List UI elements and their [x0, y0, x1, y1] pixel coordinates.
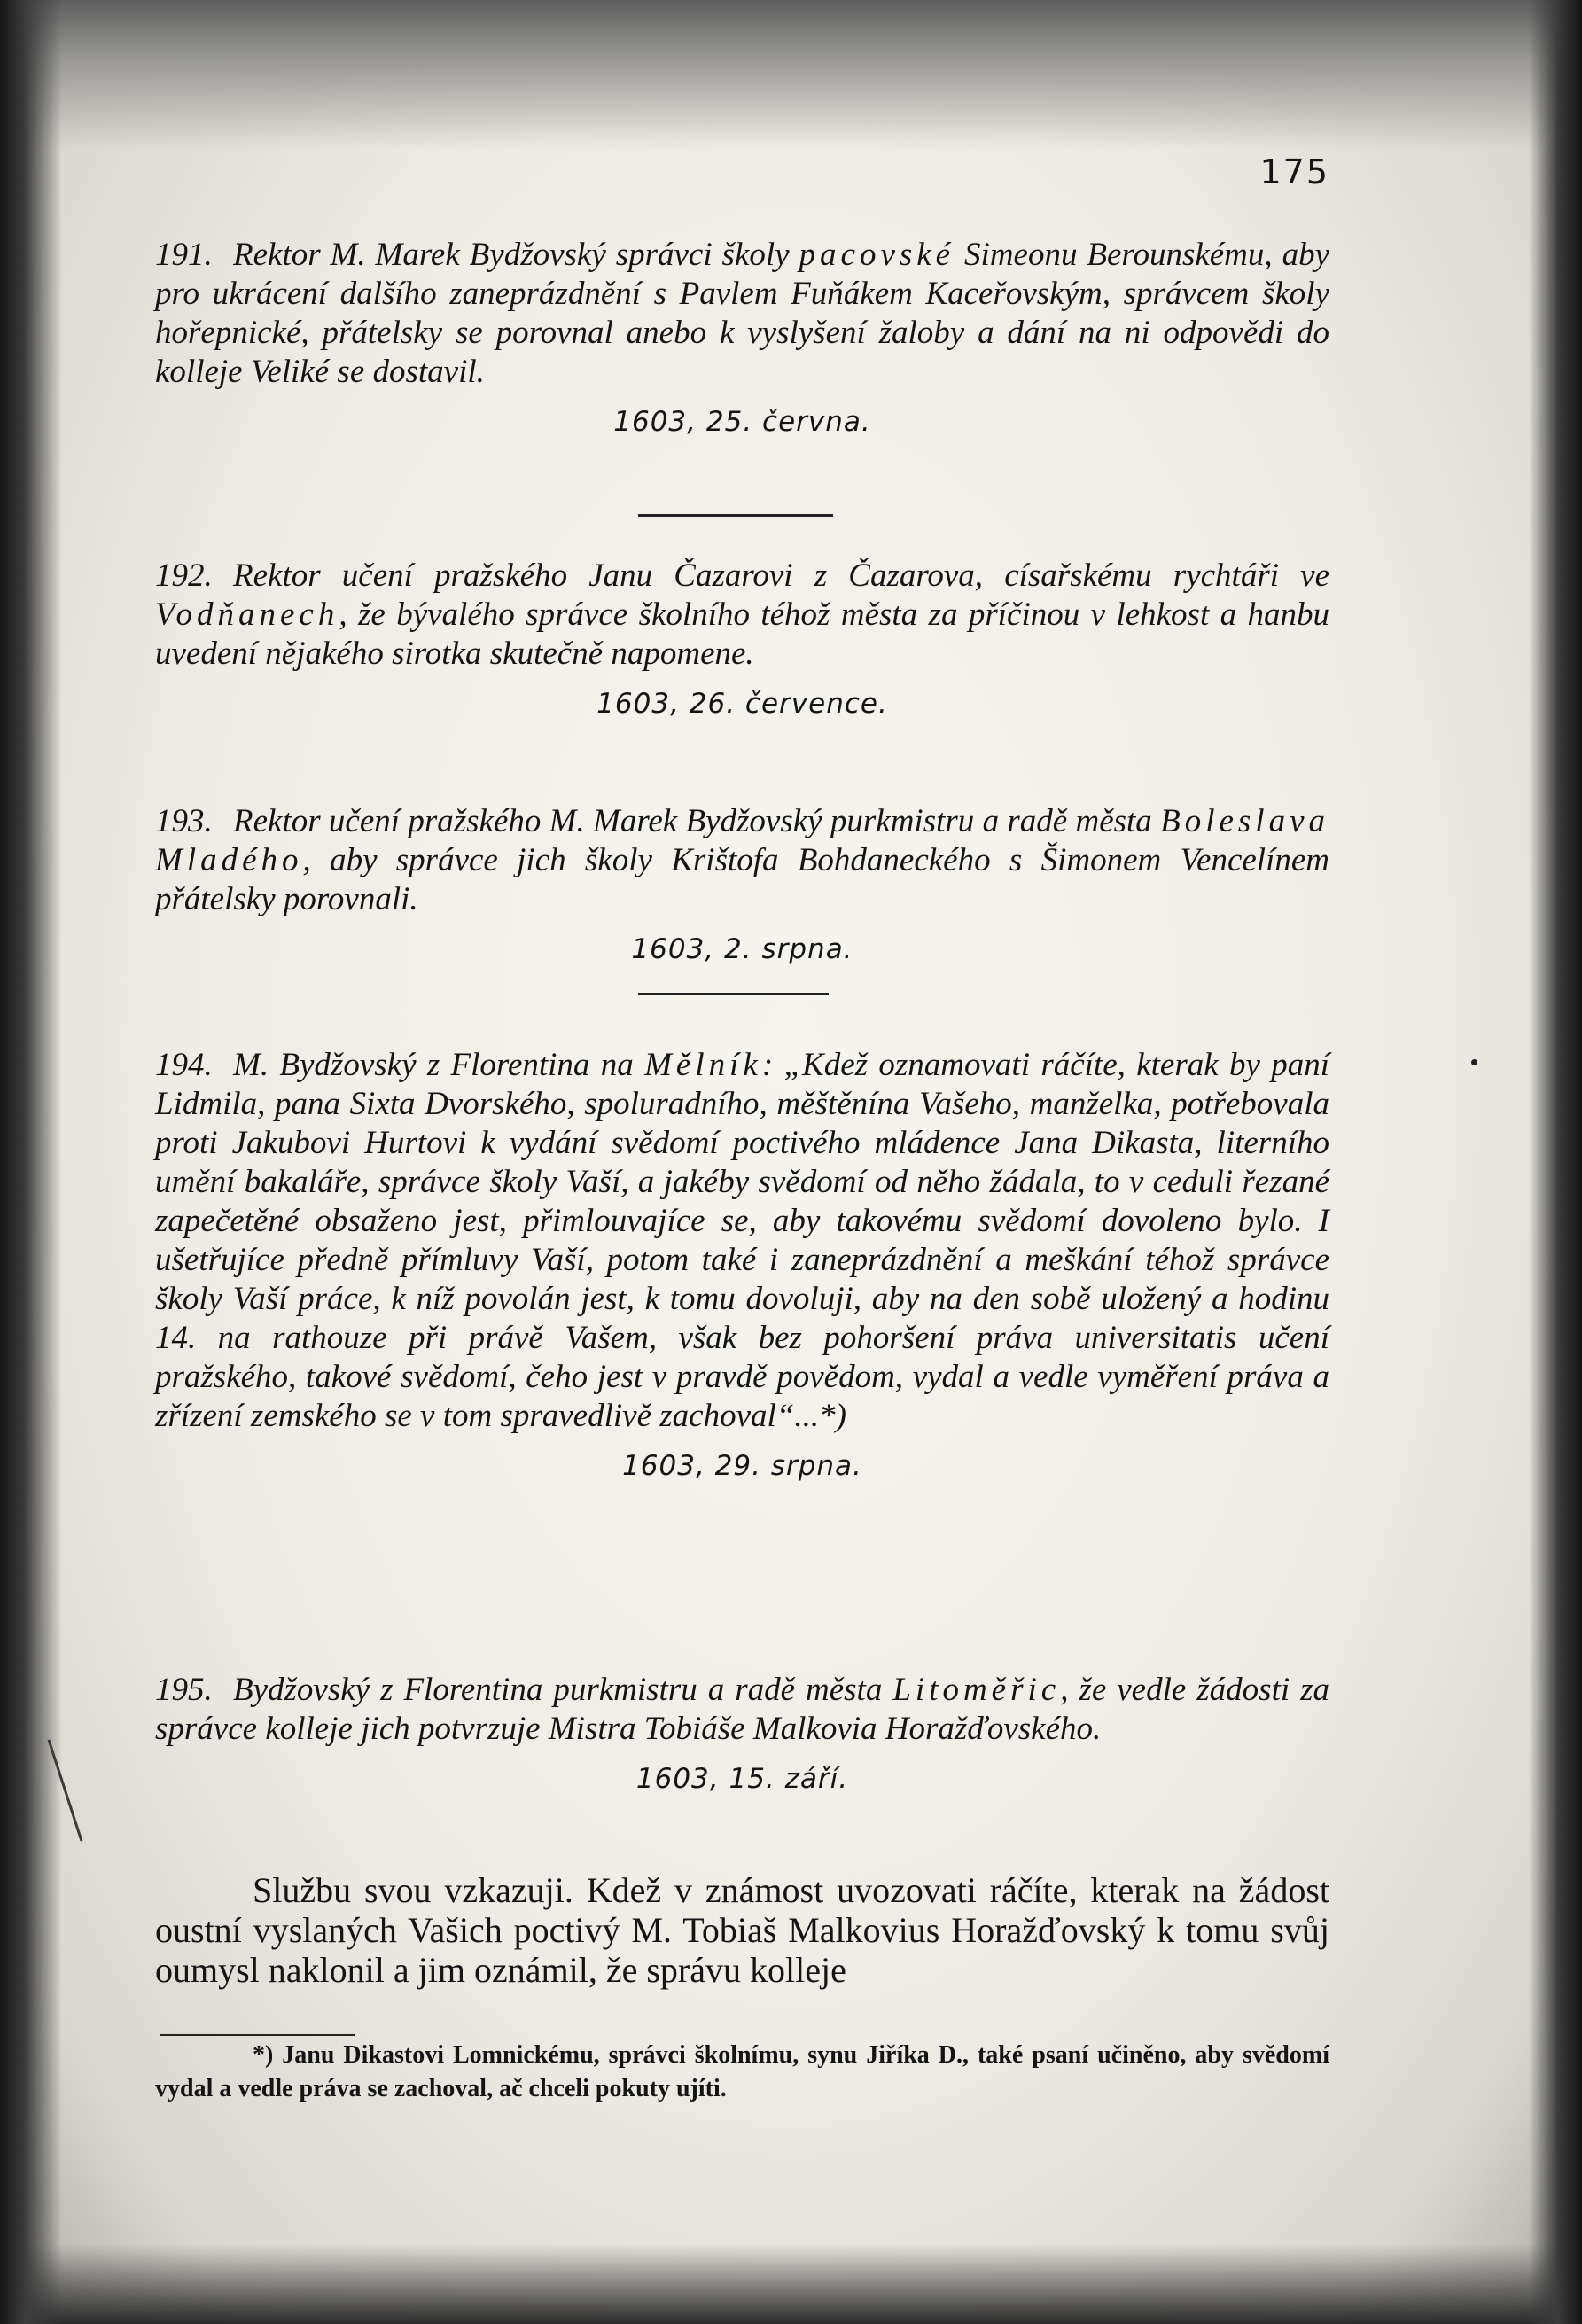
entry-text	[155, 557, 1329, 674]
entry-text	[155, 802, 1329, 919]
entry-text	[155, 236, 1329, 392]
letter-paragraph: Službu svou vzkazuji. Kdež v známost uvozovati ráčíte, kterak na žádost oustní vyslaných Vašich poctivý M. Tobiaš Malkovius Horažďovský k tomu svůj oumysl naklonil a jim oznámil, že správu kolleje	[155, 1870, 1329, 1990]
page-shadow-left	[0, 0, 62, 2324]
entry-text	[155, 1046, 1329, 1436]
entry-text-b: , aby správce jich školy Krištofa Bohdaneckého s Šimonem Vencelínem přátelsky porovnali.	[155, 842, 1329, 917]
entry-text-b: , že vedle žádosti za správce kolleje jich potvrzuje Mistra Tobiáše Malkovia Horažďovského.	[155, 1672, 1330, 1747]
page-number: 175	[1259, 152, 1329, 191]
entry-text-b: , že bývalého správce školního téhož města za příčinou v lehkost a hanbu uvedení nějakého sirotka skutečně napomene.	[155, 597, 1329, 672]
entry-date: 1603, 2. srpna.	[631, 933, 853, 965]
page-shadow-right	[1529, 0, 1582, 2324]
entry-192	[155, 557, 1329, 723]
entry-text-b: Simeonu Berounskému, aby pro ukrácení dalšího zaneprázdnění s Pavlem Fuňákem Kaceřovským, správcem školy hořepnické, přátelsky se porovnal anebo k vyslyšení žaloby a dání na ni odpovědi do kolleje Veliké se dostavil.	[155, 237, 1330, 390]
entry-place: Litoměřic	[892, 1672, 1061, 1708]
entry-date: 1603, 15. září.	[635, 1763, 849, 1795]
entry-number: 193.	[155, 803, 213, 839]
entry-text	[155, 1671, 1329, 1749]
entry-date: 1603, 26. července.	[596, 688, 888, 720]
section-rule	[638, 993, 829, 995]
entry-194	[155, 1046, 1329, 1486]
entry-number: 191.	[155, 237, 213, 273]
page-shadow-top	[0, 0, 1582, 151]
entry-193	[155, 802, 1329, 969]
entry-text-a: Rektor učení pražského Janu Čazarovi z Čazarova, císařskému rychtáři ve	[233, 558, 1329, 594]
entry-191	[155, 236, 1329, 441]
footnote-rule	[160, 2034, 355, 2036]
footnote	[155, 2039, 1329, 2106]
entry-text-a: Rektor M. Marek Bydžovský správci školy	[233, 237, 799, 273]
entry-place: Vodňanech	[155, 597, 339, 633]
entry-number: 194.	[155, 1047, 213, 1083]
entry-text-b: : „Kdež oznamovati ráčíte, kterak by paní Lidmila, pana Sixta Dvorského, spoluradního, měštěnína Vašeho, manželka, potřebovala proti Jakubovi Hurtovi k vydání svědomí poctivého mládence Jana Dikasta, literního umění bakaláře, správce školy Vaší, a jakéby svědomí od něho žádala, to v ceduli řezané zapečetěné obsaženo jest, přimlouvajíce se, aby takovému svědomí dovoleno bylo. I ušetřujíce předně přímluvy Vaší, potom také i zaneprázdnění a meškání téhož správce školy Vaší práce, k níž povolán jest, k tomu dovoluji, aby na den sobě uložený a hodinu 14. na rathouze při právě Vašem, však bez pohoršení práva universitatis učení pražského, takové svědomí, čeho jest v pravdě povědom, vydal a vedle vyměření práva a zřízení zemského se v tom spravedlivě zachoval“...*)	[155, 1047, 1329, 1434]
entry-place: pacovské	[799, 237, 955, 273]
entry-number: 192.	[155, 558, 213, 594]
footnote-text: *) Janu Dikastovi Lomnickému, správci školnímu, synu Jiříka D., také psaní učiněno, aby svědomí vydal a vedle práva se zachoval, ač chceli pokuty ujíti.	[155, 2041, 1329, 2102]
section-rule	[638, 514, 833, 517]
entry-place: Boleslava Mladého	[155, 803, 1329, 878]
entry-text-a: M. Bydžovský z Florentina na	[233, 1047, 645, 1083]
page-shadow-bottom	[0, 2244, 1582, 2324]
entry-date: 1603, 29. srpna.	[622, 1450, 862, 1482]
entry-number: 195.	[155, 1672, 213, 1708]
entry-text-a: Rektor učení pražského M. Marek Bydžovský purkmistru a radě města	[233, 803, 1161, 839]
entry-195	[155, 1671, 1329, 1798]
margin-dot	[1471, 1059, 1477, 1065]
entry-text-a: Bydžovský z Florentina purkmistru a radě města	[233, 1672, 893, 1708]
letter-body	[155, 1870, 1329, 1990]
entry-date: 1603, 25. června.	[613, 406, 871, 438]
entry-place: Mělník	[644, 1047, 762, 1083]
